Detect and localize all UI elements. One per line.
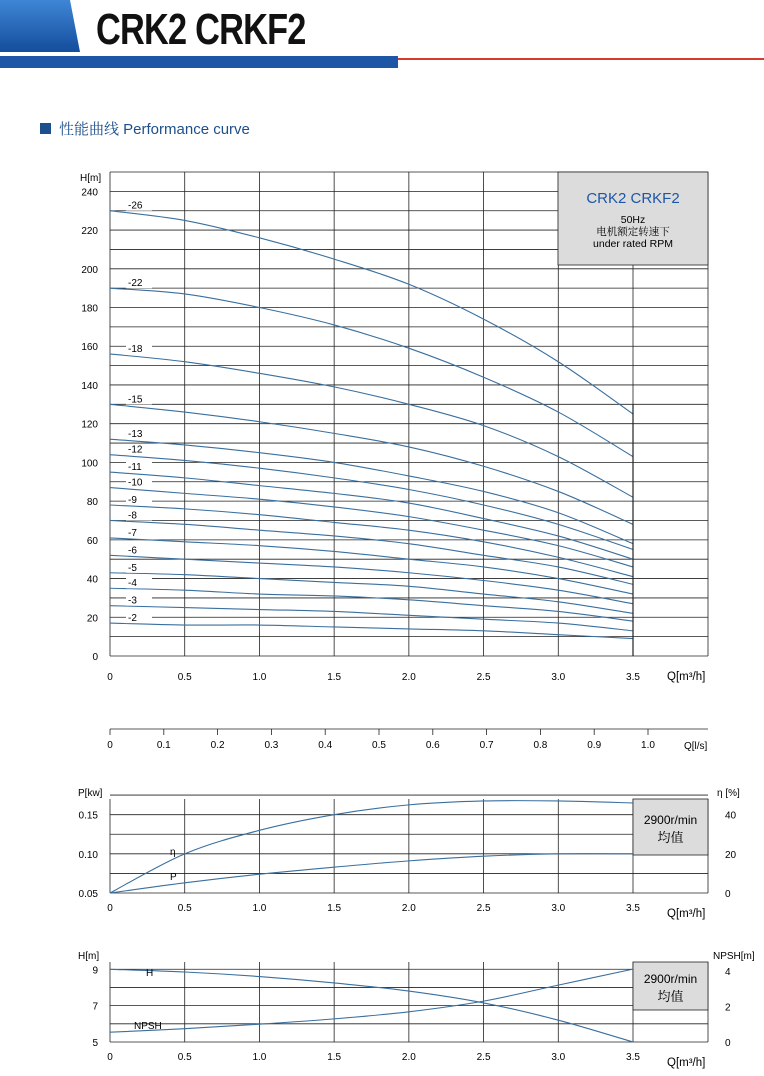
x-tick-label: 2.0 xyxy=(401,903,416,914)
series-label: H xyxy=(146,968,154,979)
y-tick-label: 0 xyxy=(92,652,98,663)
y2-tick-label: 0 xyxy=(725,889,731,900)
y-tick-label: 160 xyxy=(81,342,98,354)
ls-tick-label: 0.9 xyxy=(587,740,602,751)
x-tick-label: 1.5 xyxy=(327,903,342,914)
page-title: CRK2 CRKF2 xyxy=(96,5,306,54)
series-label: -5 xyxy=(128,562,137,574)
y-tick-label: 180 xyxy=(81,303,98,315)
series-label: -22 xyxy=(128,278,143,290)
y-tick-label: 7 xyxy=(92,1001,98,1013)
series-label: -8 xyxy=(128,510,137,522)
x-tick-label: 2.0 xyxy=(401,1052,416,1063)
info-box-line2: 均值 xyxy=(657,989,684,1004)
y2-tick-label: 20 xyxy=(725,849,737,861)
y-tick-label: 60 xyxy=(86,535,98,547)
x-tick-label: 1.0 xyxy=(252,672,267,683)
x-tick-label: 2.0 xyxy=(401,672,416,683)
y2-tick-label: 40 xyxy=(725,810,737,822)
x-axis-label: Q[m³/h] xyxy=(667,671,706,683)
series-label: -9 xyxy=(128,494,137,506)
x-tick-label: 0.5 xyxy=(177,1052,192,1063)
y-tick-label: 240 xyxy=(81,187,98,199)
y2-axis-label: η [%] xyxy=(717,788,740,799)
curve-series xyxy=(110,969,633,1032)
x-tick-label: 1.5 xyxy=(327,1052,342,1063)
x-tick-label: 3.5 xyxy=(626,672,640,683)
series-label: -3 xyxy=(128,595,137,607)
ls-tick-label: 0.7 xyxy=(479,740,494,751)
info-box-line1: 2900r/min xyxy=(643,972,698,986)
ls-tick-label: 0.2 xyxy=(210,740,225,751)
info-box-line3: under rated RPM xyxy=(593,238,673,250)
y2-axis-label: NPSH[m] xyxy=(713,951,755,962)
x-axis-label: Q[m³/h] xyxy=(667,1057,706,1069)
x-tick-label: 0.5 xyxy=(177,903,192,914)
y-tick-label: 80 xyxy=(86,497,98,509)
series-label: η xyxy=(170,847,176,858)
x-axis-label: Q[m³/h] xyxy=(667,908,706,920)
x-tick-label: 3.0 xyxy=(551,903,566,914)
x-tick-label: 3.0 xyxy=(551,672,566,683)
series-label: -12 xyxy=(128,444,143,456)
series-label: -18 xyxy=(128,343,143,355)
x-tick-label: 1.0 xyxy=(252,903,267,914)
info-box-line2: 均值 xyxy=(657,830,684,845)
ls-tick-label: 0.8 xyxy=(533,740,548,751)
y-tick-label: 9 xyxy=(92,965,98,977)
series-label: P xyxy=(170,872,177,883)
ls-tick-label: 0.5 xyxy=(372,740,386,751)
y-tick-label: 40 xyxy=(86,574,98,586)
ls-tick-label: 0.3 xyxy=(264,740,279,751)
y2-tick-label: 2 xyxy=(725,1002,731,1014)
info-box-line2: 电机额定转速下 xyxy=(596,226,670,238)
x-tick-label: 3.0 xyxy=(551,1052,566,1063)
x-tick-label: 1.0 xyxy=(252,1052,267,1063)
y-tick-label: 0.10 xyxy=(78,849,98,861)
x-tick-label: 2.5 xyxy=(476,903,491,914)
ls-tick-label: 1.0 xyxy=(641,740,655,751)
ls-tick-label: 0 xyxy=(107,740,113,751)
y-axis-label: H[m] xyxy=(78,951,100,962)
y-axis-label: H[m] xyxy=(80,173,102,184)
y-axis-label: P[kw] xyxy=(78,788,103,799)
y-tick-label: 0.15 xyxy=(78,810,98,822)
y-tick-label: 120 xyxy=(81,419,98,431)
x-tick-label: 3.5 xyxy=(626,903,640,914)
x-tick-label: 2.5 xyxy=(476,672,491,683)
x-tick-label: 3.5 xyxy=(626,1052,640,1063)
series-label: NPSH xyxy=(134,1021,162,1032)
y-tick-label: 200 xyxy=(81,264,98,276)
series-label: -13 xyxy=(128,429,143,441)
x-tick-label: 2.5 xyxy=(476,1052,491,1063)
x-tick-label: 0 xyxy=(107,903,113,914)
y-tick-label: 100 xyxy=(81,458,98,470)
x-tick-label: 0 xyxy=(107,1052,113,1063)
series-label: -26 xyxy=(128,200,143,212)
y-tick-label: 0.05 xyxy=(78,889,98,900)
x-tick-label: 0.5 xyxy=(177,672,192,683)
series-label: -15 xyxy=(128,394,143,406)
ls-tick-label: 0.6 xyxy=(425,740,440,751)
series-label: -2 xyxy=(128,613,137,625)
ls-axis-label: Q[l/s] xyxy=(684,741,708,752)
series-label: -10 xyxy=(128,477,143,489)
y-tick-label: 140 xyxy=(81,380,98,392)
series-label: -11 xyxy=(128,462,142,474)
ls-tick-label: 0.1 xyxy=(156,740,171,751)
section-heading-text: 性能曲线 Performance curve xyxy=(59,121,250,138)
y-tick-label: 20 xyxy=(86,613,98,625)
info-box-line1: 50Hz xyxy=(620,214,646,226)
x-tick-label: 0 xyxy=(107,672,113,683)
info-box-line1: 2900r/min xyxy=(643,813,698,827)
series-label: -4 xyxy=(128,578,137,590)
y2-tick-label: 4 xyxy=(725,966,731,978)
info-box-title: CRK2 CRKF2 xyxy=(586,190,680,207)
series-label: -6 xyxy=(128,545,137,557)
y-tick-label: 5 xyxy=(92,1038,98,1049)
y2-tick-label: 0 xyxy=(725,1038,731,1049)
x-tick-label: 1.5 xyxy=(327,672,342,683)
series-label: -7 xyxy=(128,527,137,539)
ls-tick-label: 0.4 xyxy=(318,740,333,751)
y-tick-label: 220 xyxy=(81,226,98,238)
